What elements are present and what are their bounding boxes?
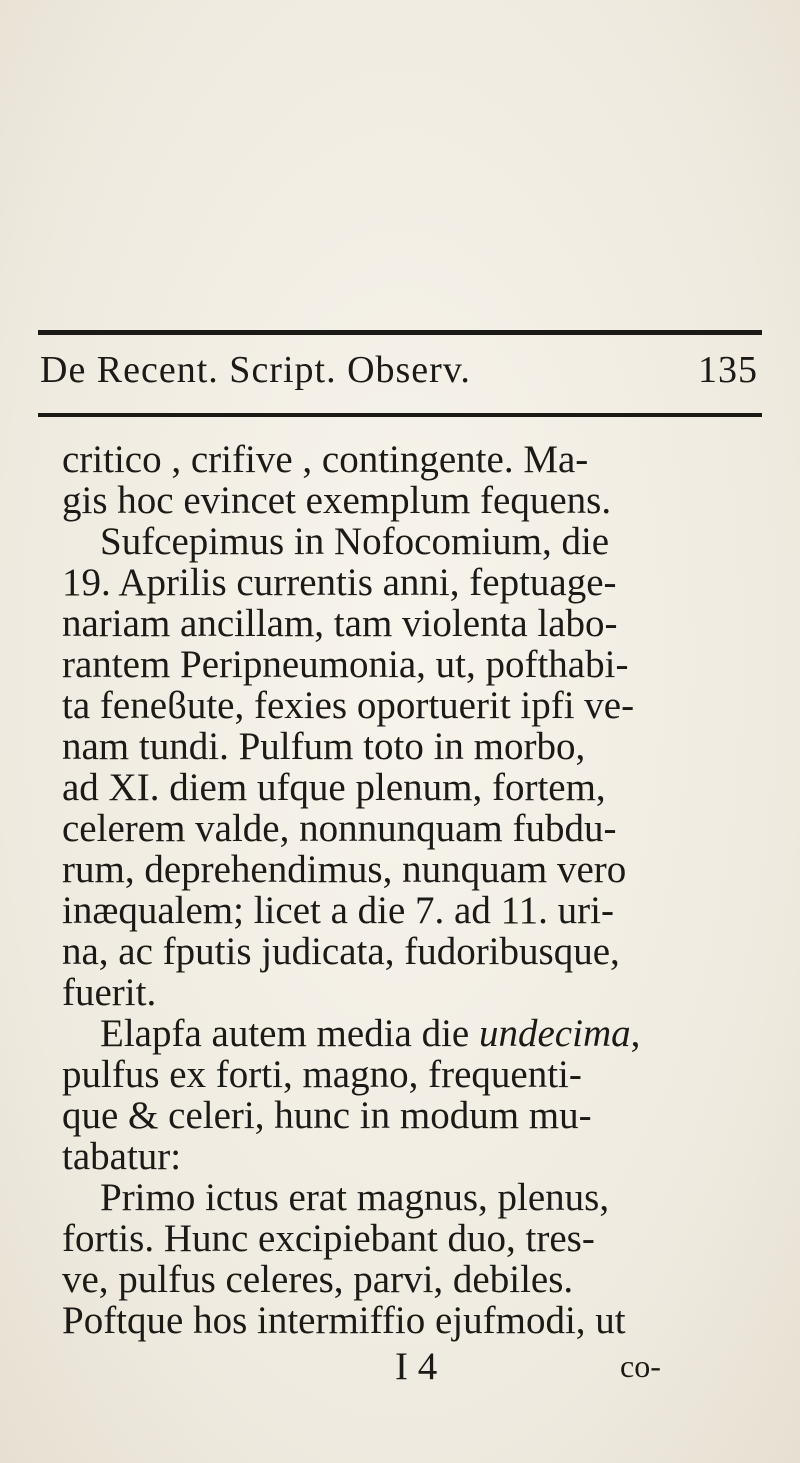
header-rule-bottom [38,413,762,417]
text-line: rum, deprehendimus, nunquam vero [62,848,627,891]
text-line: tabatur: [62,1135,182,1178]
text-line: Elapfa autem media die undecima, [100,1012,641,1055]
text-line: 19. Aprilis currentis anni, feptuage- [62,561,617,604]
catchword: co- [620,1348,661,1384]
text-line: na, ac fputis judicata, fudoribusque, [62,930,620,973]
signature-mark: I 4 [395,1345,438,1388]
header-rule-top [38,330,762,335]
text-line: gis hoc evincet exemplum fequens. [62,479,612,522]
text-line: Poftque hos intermiffio ejufmodi, ut [62,1299,626,1342]
italic-word: undecima [479,1012,631,1055]
text-line: ve, pulfus celeres, parvi, debiles. [62,1258,574,1301]
text-line: fuerit. [62,971,157,1014]
text-line: Sufcepimus in Nofocomium, die [100,520,610,563]
text-line: Primo ictus erat magnus, plenus, [100,1176,610,1219]
text-line: nam tundi. Pulfum toto in morbo, [62,725,586,768]
text-line: fortis. Hunc excipiebant duo, tres- [62,1217,595,1260]
text-line: ad XI. diem ufque plenum, fortem, [62,766,606,809]
running-title: De Recent. Script. Observ. [40,349,471,391]
text-line: pulfus ex forti, magno, frequenti- [62,1053,582,1096]
text-line: ta feneϐute, fexies oportuerit ipfi ve- [62,684,635,727]
text-line: nariam ancillam, tam violenta labo- [62,602,618,645]
text-line: que & celeri, hunc in modum mu- [62,1094,592,1137]
page-number: 135 [698,349,758,391]
text-line: inæqualem; licet a die 7. ad 11. uri- [62,889,614,932]
text-line: celerem valde, nonnunquam fubdu- [62,807,617,850]
text-line: rantem Peripneumonia, ut, pofthabi- [62,643,629,686]
text-line: critico , crifive , contingente. Ma- [62,438,589,481]
running-head [40,348,760,398]
